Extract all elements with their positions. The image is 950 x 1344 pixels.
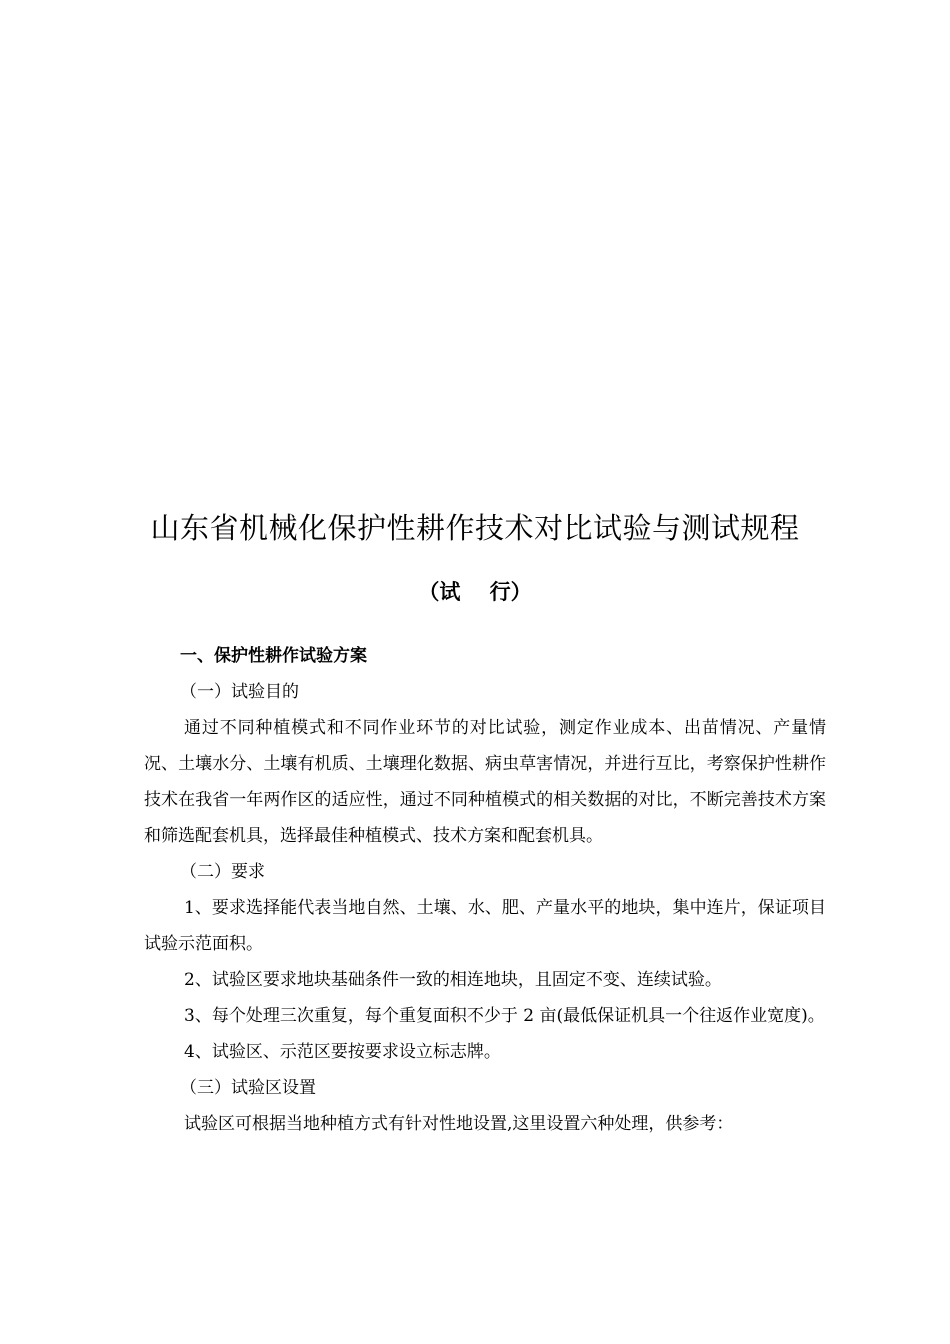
subsection-heading-requirements: （二）要求 bbox=[180, 862, 265, 882]
subsection-heading-setup: （三）试验区设置 bbox=[180, 1078, 316, 1098]
subsection-heading-purpose: （一）试验目的 bbox=[180, 682, 299, 702]
purpose-paragraph: 通过不同种植模式和不同作业环节的对比试验，测定作业成本、出苗情况、产量情况、土壤水分、土壤有机质、土壤理化数据、病虫草害情况，并进行互比，考察保护性耕作技术在我省一年两作区的适应性，通过不同种植模式的相关数据的对比，不断完善技术方案和筛选配套机具，选择最佳种植模式、技术方案和配套机具。 bbox=[144, 718, 826, 846]
setup-paragraph: 试验区可根据当地种植方式有针对性地设置,这里设置六种处理，供参考： bbox=[184, 1114, 734, 1134]
section-heading: 一、保护性耕作试验方案 bbox=[180, 646, 367, 666]
requirement-item: 3、每个处理三次重复，每个重复面积不少于 2 亩(最低保证机具一个往返作业宽度)。 bbox=[184, 1006, 825, 1026]
requirement-item: 4、试验区、示范区要按要求设立标志牌。 bbox=[184, 1042, 501, 1062]
document-body bbox=[144, 638, 826, 1142]
document-title: 山东省机械化保护性耕作技术对比试验与测试规程 bbox=[150, 511, 800, 545]
document-subtitle: （试 行） bbox=[418, 580, 532, 604]
requirement-item: 1、要求选择能代表当地自然、土壤、水、肥、产量水平的地块，集中连片，保证项目试验示范面积。 bbox=[144, 898, 826, 954]
requirement-item: 2、试验区要求地块基础条件一致的相连地块，且固定不变、连续试验。 bbox=[184, 970, 722, 990]
